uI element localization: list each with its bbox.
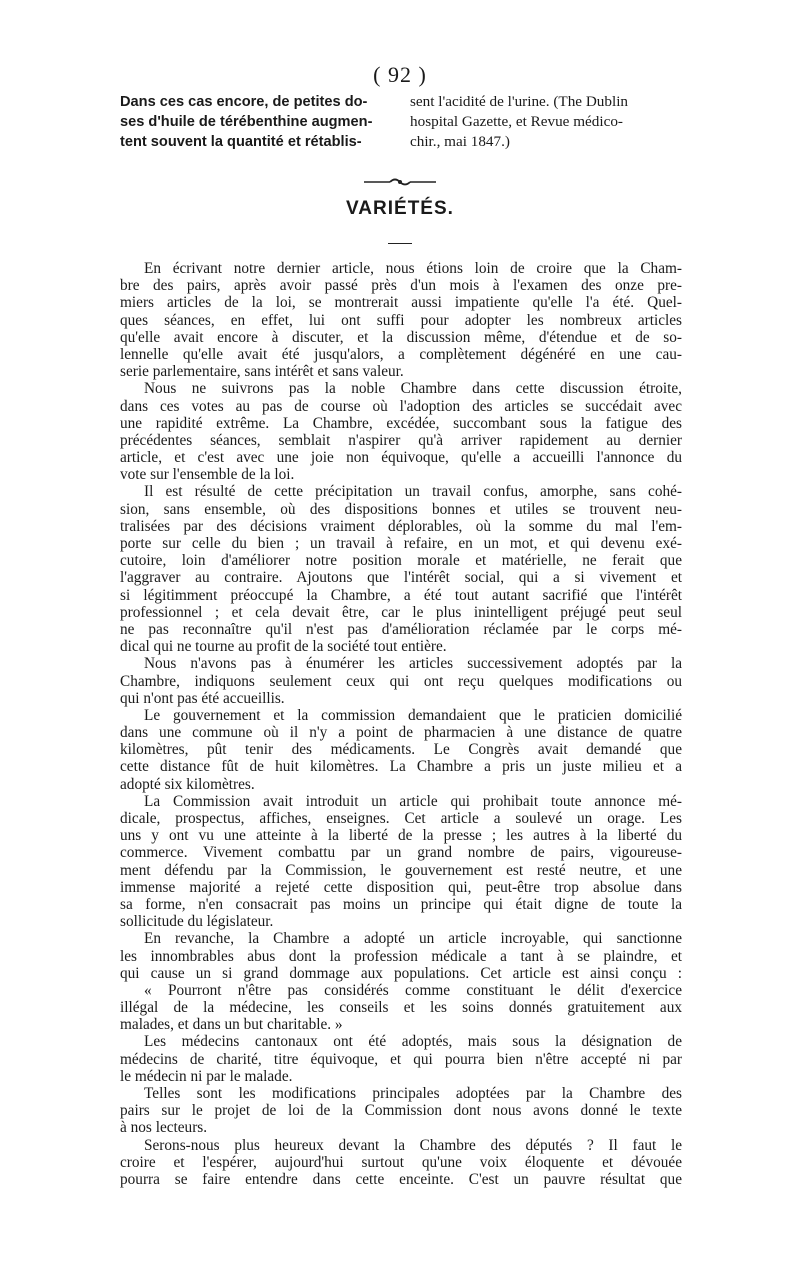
article-line: cette distance fût de huit kilomètres. La Chambre a pris un juste milieu et a	[120, 758, 682, 776]
article-line: précédentes séances, semblait n'aspirer qu'à arriver rapidement au dernier	[120, 431, 682, 449]
article-line: immense majorité a rejeté cette disposition qui, peut-être trop absolue dans	[120, 878, 682, 896]
article-line: adopté six kilomètres.	[120, 775, 255, 793]
article-line: porte sur celle du bien ; un travail à refaire, en un mot, et qui devenu exé-	[120, 535, 682, 552]
article-line: une rapidité extrême. La Chambre, excédée, succombant sous la fatigue des	[120, 414, 682, 432]
article-line: à nos lecteurs.	[120, 1119, 208, 1137]
top-left-line: Dans ces cas encore, de petites do-	[120, 94, 368, 110]
top-left-line: ses d'huile de térébenthine augmen-	[120, 114, 373, 130]
article-line: commerce. Vivement combattu par un grand nombre de pairs, vigoureuse-	[120, 844, 682, 862]
article-line: sollicitude du législateur.	[120, 913, 274, 931]
article-line: l'aggraver au contraire. Ajoutons que l'intérêt social, qui a si vivement et	[120, 569, 682, 587]
article-line: si légitimment préoccupé la Chambre, a été tout autant sacrifié que l'intérêt	[120, 586, 682, 604]
article-line: vote sur l'ensemble de la loi.	[120, 466, 295, 484]
article-line: ment défendu par la Commission, le gouvernement est resté neutre, et une	[120, 861, 682, 879]
article-line: sa forme, n'en consacrait pas moins un principe qui était digne de toute la	[120, 895, 682, 913]
article-line: Nous n'avons pas à énumérer les articles successivement adoptés par la	[144, 655, 682, 673]
article-line: Le gouvernement et la commission demandaient que le praticien domicilié	[144, 706, 682, 724]
page-number: ( 92 )	[373, 62, 427, 87]
article-line: article, et c'est avec une joie non équivoque, qu'elle a accueilli l'annonce du	[120, 449, 682, 467]
article-line: ques séances, en effet, lui ont suffi pour adopter les nombreux articles	[120, 311, 682, 329]
article-line: Il est résulté de cette précipitation un travail confus, amorphe, sans cohé-	[144, 483, 682, 501]
top-columns	[120, 92, 680, 152]
article-line: dical qui ne tourne au profit de la société tout entière.	[120, 638, 447, 656]
article-line: médecins de charité, titre équivoque, et qui pourra bien n'être accepté ni par	[120, 1050, 682, 1068]
top-right-column	[410, 92, 680, 152]
top-right-line: chir., mai 1847.)	[410, 133, 510, 150]
article-line: bre des pairs, après avoir passé près d'un mois à l'examen des onze pre-	[120, 277, 682, 295]
article-line: Les médecins cantonaux ont été adoptés, mais sous la désignation de	[144, 1033, 682, 1051]
article-line: En écrivant notre dernier article, nous étions loin de croire que la Cham-	[144, 260, 682, 277]
article-line: « Pourront n'être pas considérés comme constituant le délit d'exercice	[144, 981, 682, 999]
article-line: miers articles de la loi, se montrerait aussi impatiente qu'elle l'a été. Quel-	[120, 294, 682, 312]
article-line: Chambre, indiquons seulement ceux qui ont reçu quelques modifications ou	[120, 672, 682, 690]
article-line: lennelle qu'elle avait été jusqu'alors, a complètement dégénéré en une cau-	[120, 345, 682, 363]
article-line: professionnel ; et cela devait être, car le plus inintelligent préjugé peut seul	[120, 603, 682, 621]
article-line: qui n'ont pas été accueillis.	[120, 689, 285, 707]
article-line: Serons-nous plus heureux devant la Chambre des députés ? Il faut le	[144, 1136, 682, 1154]
article-line: Telles sont les modifications principales adoptées par la Chambre des	[144, 1085, 682, 1102]
article-body	[120, 260, 682, 1188]
article-line: pourra se faire entendre dans cette enceinte. C'est un pauvre résultat que	[120, 1170, 682, 1188]
top-right-line: hospital Gazette, et Revue médico-	[410, 113, 623, 130]
article-line: croire et l'espérer, aujourd'hui surtout qu'une voix éloquente et dévouée	[120, 1153, 682, 1171]
article-line: En revanche, la Chambre a adopté un article incroyable, qui sanctionne	[144, 930, 682, 948]
article-line: tralisées par des décisions vraiment déplorables, où la somme du mal l'em-	[120, 517, 682, 535]
article-line: malades, et dans un but charitable. »	[120, 1016, 343, 1034]
article-line: serie parlementaire, sans intérêt et sans valeur.	[120, 363, 404, 381]
title-rule	[388, 243, 412, 244]
article-line: kilomètres, pût tenir des médicaments. Le Congrès avait demandé que	[120, 741, 682, 759]
article-line: sion, sans ensemble, où des dispositions bonnes et utiles se trouvent neu-	[120, 500, 682, 518]
article-line: le médecin ni par le malade.	[120, 1067, 293, 1085]
top-left-column	[120, 92, 390, 152]
article-line: pairs sur le projet de loi de la Commission dont nous avons donné le texte	[120, 1102, 682, 1120]
article-line: les innombrables abus dont la profession médicale a tant à se plaindre, et	[120, 947, 682, 965]
ornament-divider	[360, 176, 440, 188]
section-title: VARIÉTÉS.	[346, 198, 454, 219]
article-line: qu'elle avait encore à discuter, et la discussion même, d'étendue et de so-	[120, 328, 682, 346]
article-line: qui cause un si grand dommage aux populations. Cet article est ainsi conçu :	[120, 964, 682, 982]
top-right-line: sent l'acidité de l'urine. (The Dublin	[410, 93, 629, 110]
article-line: Nous ne suivrons pas la noble Chambre dans cette discussion étroite,	[144, 380, 682, 398]
article-line: dicale, prospectus, affiches, enseignes. Cet article a soulevé un orage. Les	[120, 810, 682, 827]
article-line: uns y ont vu une atteinte à la liberté de la presse ; les autres à la liberté du	[120, 827, 682, 845]
article-line: dans ces votes au pas de course où l'adoption des articles se succédait avec	[120, 397, 682, 415]
article-line: illégal de la médecine, les conseils et les soins donnés gratuitement aux	[120, 999, 682, 1017]
article-line: cutoire, loin d'améliorer notre position morale et matérielle, ne ferait que	[120, 552, 682, 570]
article-line: ne pas reconnaître qu'il n'est pas d'amélioration réclamée par le corps mé-	[120, 620, 682, 638]
article-line: La Commission avait introduit un article qui prohibait toute annonce mé-	[144, 792, 682, 810]
article-line: dans une commune où il n'y a point de pharmacien à une distance de quatre	[120, 724, 682, 742]
top-left-line: tent souvent la quantité et rétablis-	[120, 134, 362, 150]
